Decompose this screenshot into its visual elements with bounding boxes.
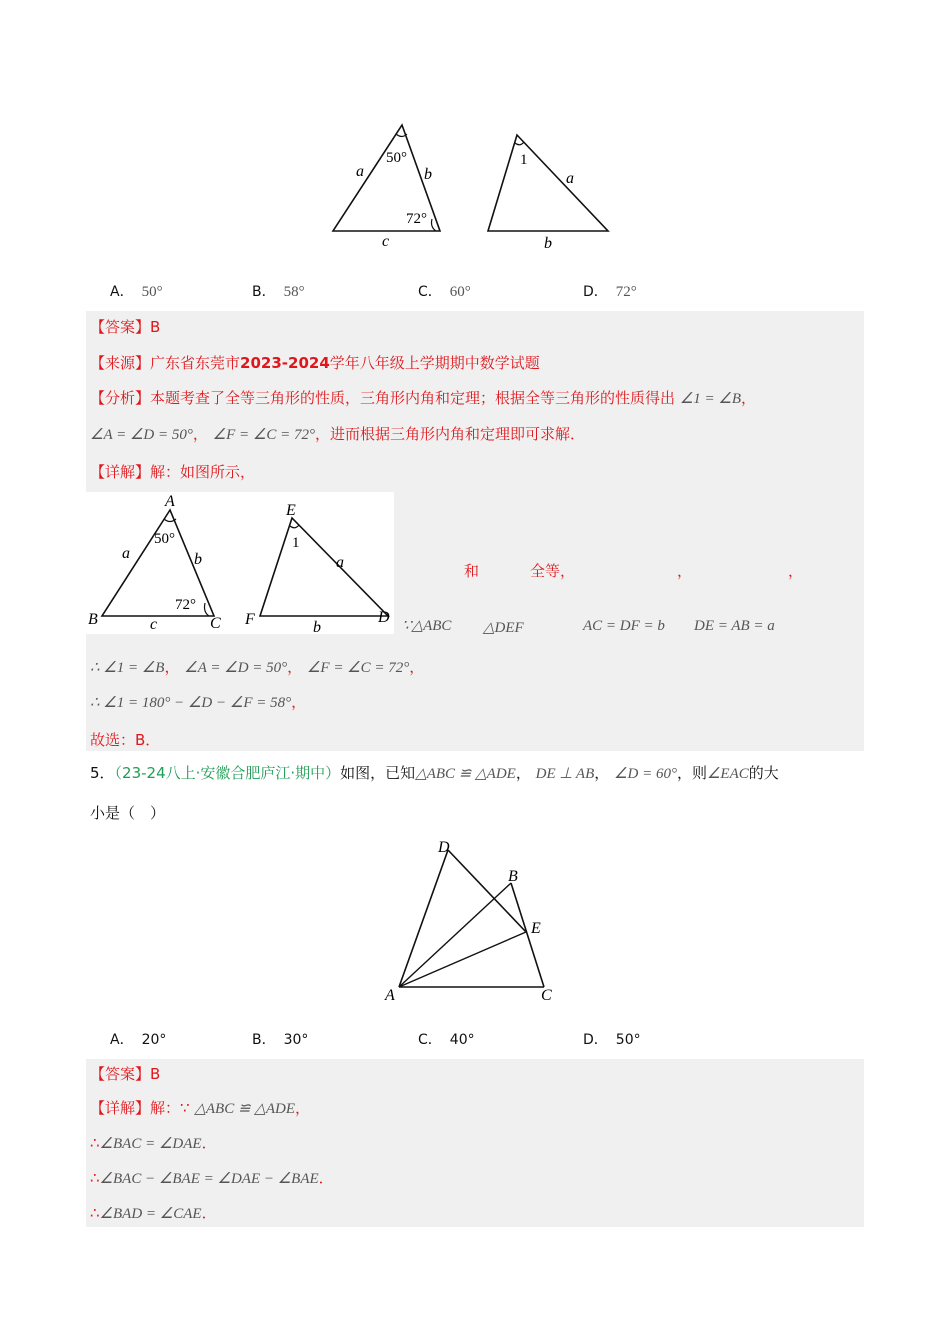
label-B: B <box>508 868 518 885</box>
label-E: E <box>531 920 541 937</box>
q4-option-b[interactable]: B． 58° <box>252 284 305 300</box>
q5-option-a[interactable]: A． 20° <box>110 1032 167 1048</box>
label-72: 72° <box>175 597 196 613</box>
label-A: A <box>385 987 395 1004</box>
q4-text-comma1: ， <box>677 562 693 580</box>
q4-eq-de-ab: DE = AB = a <box>694 618 775 634</box>
label-angle-1: 1 <box>520 152 528 168</box>
label-angle-50: 50° <box>386 150 407 166</box>
q5-answer: 【答案】B <box>90 1065 161 1083</box>
label-c: c <box>150 616 158 633</box>
label-b2: b <box>313 619 321 634</box>
label-a2: a <box>336 554 344 571</box>
q4-option-c[interactable]: C． 60° <box>418 284 471 300</box>
label-side-a: a <box>566 170 574 187</box>
q4-triangle-figure-1 <box>320 115 460 255</box>
q4-analysis-line-1: 【分析】本题考查了全等三角形的性质，三角形内角和定理；根据全等三角形的性质得出 ∠1 = ∠B， <box>90 389 757 407</box>
label-A: A <box>165 493 175 510</box>
q5-detail-line-2: ∴∠BAC = ∠DAE． <box>90 1134 217 1152</box>
label-1: 1 <box>292 535 300 551</box>
label-D: D <box>438 839 450 856</box>
q4-detail-figure <box>86 492 394 634</box>
q4-text-quandeng: 全等， <box>530 562 576 580</box>
q5-stem-line-1: 5．（23-24八上·安徽合肥庐江·期中）如图，已知△ABC ≌ △ADE， DE ⊥ AB， ∠D = 60°，则∠EAC的大 <box>90 764 779 782</box>
label-50: 50° <box>154 531 175 547</box>
label-B: B <box>88 611 98 628</box>
label-D: D <box>378 609 390 626</box>
q4-source: 【来源】广东省东莞市2023-2024学年八年级上学期期中数学试题 <box>90 354 540 372</box>
label-C: C <box>210 615 221 632</box>
q5-option-d[interactable]: D． 50° <box>583 1032 641 1048</box>
label-E: E <box>286 502 296 519</box>
label-side-b: b <box>544 235 552 252</box>
q4-eq-ac-df: AC = DF = b <box>583 618 665 634</box>
label-F: F <box>245 611 255 628</box>
label-side-c: c <box>382 233 390 250</box>
q4-choose: 故选：B． <box>90 731 161 749</box>
q4-option-a[interactable]: A． 50° <box>110 284 163 300</box>
label-C: C <box>541 987 552 1004</box>
q5-detail-line-3: ∴∠BAC − ∠BAE = ∠DAE − ∠BAE． <box>90 1169 334 1187</box>
label-a: a <box>122 545 130 562</box>
q5-option-c[interactable]: C． 40° <box>418 1032 475 1048</box>
q4-because-abc: ∵△ABC <box>402 618 452 634</box>
label-side-b: b <box>424 166 432 183</box>
q4-detail-intro: 【详解】解：如图所示， <box>90 463 256 481</box>
q4-analysis-line-2: ∠A = ∠D = 50°， ∠F = ∠C = 72°，进而根据三角形内角和定理即可求解． <box>90 425 585 443</box>
label-side-a: a <box>356 163 364 180</box>
label-b: b <box>194 551 202 568</box>
q4-option-d[interactable]: D． 72° <box>583 284 637 300</box>
q4-text-comma2: ， <box>788 562 804 580</box>
angle-arc-top <box>515 142 524 145</box>
q4-triangle-figure-2 <box>480 125 620 255</box>
q4-therefore-2: ∴ ∠1 = 180° − ∠D − ∠F = 58°， <box>90 693 307 711</box>
q5-detail-line-1: 【详解】解：∵ △ABC ≌ △ADE， <box>90 1099 311 1117</box>
triangle-outline <box>488 135 608 231</box>
q5-option-b[interactable]: B． 30° <box>252 1032 309 1048</box>
q5-figure <box>380 835 570 1010</box>
q4-therefore-1: ∴ ∠1 = ∠B， ∠A = ∠D = 50°， ∠F = ∠C = 72°， <box>90 658 425 676</box>
label-angle-72: 72° <box>406 211 427 227</box>
q5-stem-line-2: 小是（ ） <box>90 804 166 822</box>
q4-text-he: 和 <box>464 562 480 580</box>
q4-answer: 【答案】B <box>90 318 161 336</box>
q4-tri-def: △DEF <box>483 620 524 636</box>
q5-detail-line-4: ∴∠BAD = ∠CAE． <box>90 1204 217 1222</box>
angle-arc-right <box>432 219 437 231</box>
